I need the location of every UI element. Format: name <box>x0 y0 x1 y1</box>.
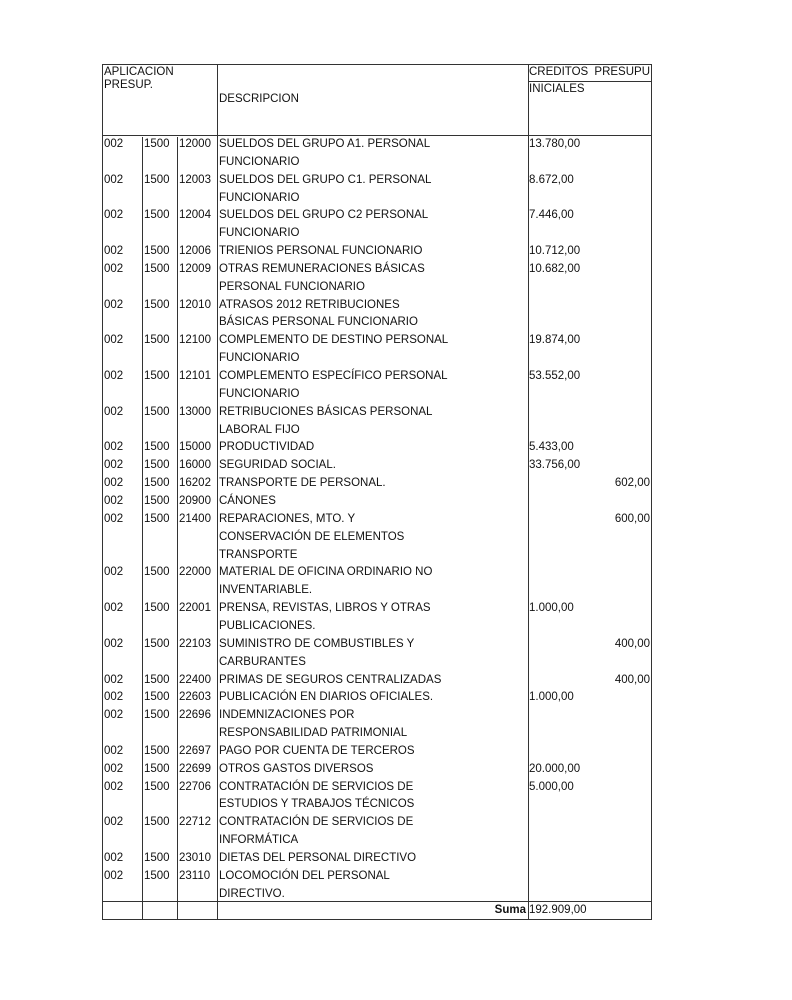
description-line: FUNCIONARIO <box>219 387 300 400</box>
org-code: 002 <box>104 138 124 150</box>
description-line: CONTRATACIÓN DE SERVICIOS DE <box>219 816 414 829</box>
eco-code: 12100 <box>179 334 211 347</box>
prog-code: 1500 <box>144 334 170 347</box>
credit-iniciales: 8.672,00 <box>529 173 574 186</box>
org-code: 002 <box>104 691 124 704</box>
credit-iniciales: 5.000,00 <box>529 780 574 793</box>
description-line: CÁNONES <box>219 495 276 507</box>
eco-code: 12000 <box>179 138 211 150</box>
org-code: 002 <box>104 173 124 186</box>
org-code: 002 <box>104 334 124 347</box>
credit-other: 400,00 <box>614 673 650 686</box>
credit-iniciales: 5.433,00 <box>529 441 574 454</box>
prog-code: 1500 <box>144 370 170 383</box>
prog-code: 1500 <box>144 459 170 472</box>
description-line: PRIMAS DE SEGUROS CENTRALIZADAS <box>219 673 442 686</box>
credit-other: 600,00 <box>614 512 650 525</box>
description-line: FUNCIONARIO <box>219 352 300 365</box>
col-divider-eco <box>217 64 218 920</box>
credit-iniciales: 20.000,00 <box>529 762 581 775</box>
description-line: CONTRATACIÓN DE SERVICIOS DE <box>219 780 414 793</box>
eco-code: 23010 <box>179 852 211 864</box>
header-iniciales: INICIALES <box>529 83 585 95</box>
eco-code: 22000 <box>179 566 211 579</box>
eco-code: 15000 <box>179 441 211 454</box>
eco-code: 22603 <box>179 691 211 704</box>
eco-code: 23110 <box>179 869 211 882</box>
org-code: 002 <box>104 405 124 418</box>
description-line: PRENSA, REVISTAS, LIBROS Y OTRAS <box>219 602 431 615</box>
header-descripcion: DESCRIPCIÓN <box>219 93 299 105</box>
suma-label: Suma <box>494 904 526 916</box>
org-code: 002 <box>104 298 124 311</box>
prog-code: 1500 <box>144 816 170 829</box>
prog-code: 1500 <box>144 602 170 615</box>
eco-code: 22697 <box>179 744 211 757</box>
description-line: ATRASOS 2012 RETRIBUCIONES <box>219 298 400 311</box>
description-line: PUBLICACIÓN EN DIARIOS OFICIALES. <box>219 691 434 704</box>
description-line: CARBURANTES <box>219 655 306 668</box>
description-line: LOCOMOCIÓN DEL PERSONAL <box>219 869 390 882</box>
eco-code: 12003 <box>179 173 211 186</box>
prog-code: 1500 <box>144 709 170 722</box>
org-code: 002 <box>104 852 124 864</box>
org-code: 002 <box>104 459 124 472</box>
org-code: 002 <box>104 512 124 525</box>
prog-code: 1500 <box>144 691 170 704</box>
description-line: SEGURIDAD SOCIAL. <box>219 459 336 472</box>
credit-other: 400,00 <box>614 637 650 650</box>
prog-code: 1500 <box>144 262 170 275</box>
col-divider-prog <box>177 137 178 920</box>
description-line: INVENTARIABLE. <box>219 584 313 597</box>
prog-code: 1500 <box>144 744 170 757</box>
org-code: 002 <box>104 762 124 775</box>
description-line: DIETAS DEL PERSONAL DIRECTIVO <box>219 852 417 864</box>
eco-code: 13000 <box>179 405 211 418</box>
header-presup: PRESUP. <box>104 79 154 91</box>
prog-code: 1500 <box>144 138 170 150</box>
org-code: 002 <box>104 245 124 258</box>
prog-code: 1500 <box>144 852 170 864</box>
description-line: PERSONAL FUNCIONARIO <box>219 280 365 293</box>
org-code: 002 <box>104 816 124 829</box>
border-right <box>651 64 652 920</box>
description-line: PAGO POR CUENTA DE TERCEROS <box>219 744 415 757</box>
description-line: COMPLEMENTO DE DESTINO PERSONAL <box>219 334 449 347</box>
org-code: 002 <box>104 673 124 686</box>
prog-code: 1500 <box>144 245 170 258</box>
org-code: 002 <box>104 602 124 615</box>
eco-code: 12010 <box>179 298 211 311</box>
credit-iniciales: 7.446,00 <box>529 209 574 222</box>
org-code: 002 <box>104 709 124 722</box>
prog-code: 1500 <box>144 780 170 793</box>
header-sub-line <box>528 81 652 82</box>
description-line: RETRIBUCIONES BÁSICAS PERSONAL <box>219 405 433 418</box>
description-line: REPARACIONES, MTO. Y <box>219 512 356 525</box>
description-line: LABORAL FIJO <box>219 423 300 436</box>
description-line: SUELDOS DEL GRUPO C2 PERSONAL <box>219 209 429 222</box>
org-code: 002 <box>104 869 124 882</box>
description-line: FUNCIONARIO <box>219 191 300 204</box>
credit-iniciales: 10.682,00 <box>529 262 581 275</box>
prog-code: 1500 <box>144 762 170 775</box>
eco-code: 16000 <box>179 459 211 472</box>
description-line: TRANSPORTE <box>219 548 298 561</box>
eco-code: 12101 <box>179 370 211 383</box>
credit-iniciales: 53.552,00 <box>529 370 581 383</box>
credit-iniciales: 33.756,00 <box>529 459 581 472</box>
org-code: 002 <box>104 262 124 275</box>
eco-code: 22699 <box>179 762 211 775</box>
header-creditos: CRÉDITOS PRESUPU <box>529 66 651 78</box>
eco-code: 21400 <box>179 512 211 525</box>
prog-code: 1500 <box>144 869 170 882</box>
description-line: INDEMNIZACIONES POR <box>219 709 355 722</box>
description-line: MATERIAL DE OFICINA ORDINARIO NO <box>219 566 433 579</box>
description-line: COMPLEMENTO ESPECÍFICO PERSONAL <box>219 370 448 383</box>
description-line: SUELDOS DEL GRUPO A1. PERSONAL <box>219 138 431 150</box>
prog-code: 1500 <box>144 512 170 525</box>
description-line: BÁSICAS PERSONAL FUNCIONARIO <box>219 316 418 329</box>
description-line: SUELDOS DEL GRUPO C1. PERSONAL <box>219 173 432 186</box>
border-bottom <box>102 919 652 920</box>
prog-code: 1500 <box>144 477 170 490</box>
prog-code: 1500 <box>144 673 170 686</box>
prog-code: 1500 <box>144 637 170 650</box>
prog-code: 1500 <box>144 405 170 418</box>
credit-iniciales: 13.780,00 <box>529 138 581 150</box>
credit-iniciales: 10.712,00 <box>529 245 581 258</box>
org-code: 002 <box>104 209 124 222</box>
description-line: INFORMÁTICA <box>219 834 299 847</box>
credit-iniciales: 1.000,00 <box>529 691 574 704</box>
eco-code: 22696 <box>179 709 211 722</box>
budget-table <box>102 64 652 920</box>
eco-code: 22103 <box>179 637 211 650</box>
prog-code: 1500 <box>144 209 170 222</box>
description-line: DIRECTIVO. <box>219 887 285 900</box>
prog-code: 1500 <box>144 298 170 311</box>
suma-total: 192.909,00 <box>529 904 587 916</box>
org-code: 002 <box>104 441 124 454</box>
org-code: 002 <box>104 370 124 383</box>
org-code: 002 <box>104 744 124 757</box>
prog-code: 1500 <box>144 173 170 186</box>
border-left <box>102 64 103 920</box>
prog-code: 1500 <box>144 566 170 579</box>
description-line: PUBLICACIONES. <box>219 619 316 632</box>
description-line: FUNCIONARIO <box>219 227 300 240</box>
description-line: OTRAS REMUNERACIONES BÁSICAS <box>219 262 425 275</box>
credit-other: 602,00 <box>614 477 650 490</box>
org-code: 002 <box>104 780 124 793</box>
org-code: 002 <box>104 637 124 650</box>
org-code: 002 <box>104 477 124 490</box>
description-line: FUNCIONARIO <box>219 155 300 168</box>
prog-code: 1500 <box>144 495 170 507</box>
col-divider-org <box>142 137 143 920</box>
eco-code: 12009 <box>179 262 211 275</box>
description-line: PRODUCTIVIDAD <box>219 441 315 454</box>
description-line: OTROS GASTOS DIVERSOS <box>219 762 374 775</box>
credit-iniciales: 1.000,00 <box>529 602 574 615</box>
eco-code: 22706 <box>179 780 211 793</box>
eco-code: 22400 <box>179 673 211 686</box>
border-top <box>102 64 652 65</box>
description-line: ESTUDIOS Y TRABAJOS TÉCNICOS <box>219 798 415 811</box>
description-line: TRIENIOS PERSONAL FUNCIONARIO <box>219 245 423 258</box>
eco-code: 22001 <box>179 602 211 615</box>
description-line: CONSERVACIÓN DE ELEMENTOS <box>219 530 405 543</box>
prog-code: 1500 <box>144 441 170 454</box>
eco-code: 12006 <box>179 245 211 258</box>
org-code: 002 <box>104 566 124 579</box>
eco-code: 12004 <box>179 209 211 222</box>
eco-code: 22712 <box>179 816 211 829</box>
description-line: RESPONSABILIDAD PATRIMONIAL <box>219 727 408 740</box>
header-aplicacion: APLICACIÓN <box>104 66 174 78</box>
description-line: SUMINISTRO DE COMBUSTIBLES Y <box>219 637 415 650</box>
credit-iniciales: 19.874,00 <box>529 334 581 347</box>
eco-code: 16202 <box>179 477 211 490</box>
eco-code: 20900 <box>179 495 211 507</box>
description-line: TRANSPORTE DE PERSONAL. <box>219 477 386 490</box>
org-code: 002 <box>104 495 124 507</box>
